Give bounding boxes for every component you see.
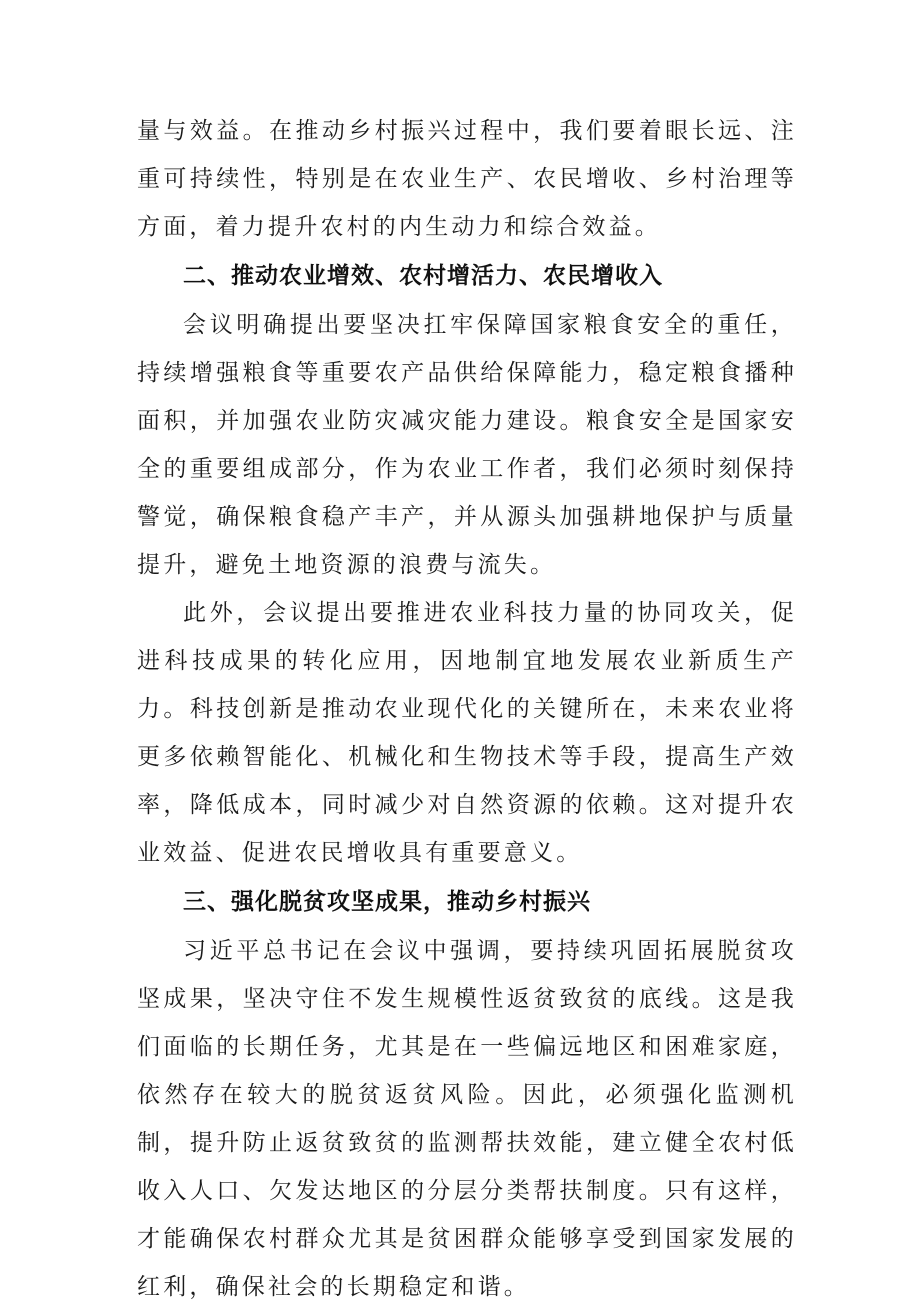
section-2-paragraph-1: 会议明确提出要坚决扛牢保障国家粮食安全的重任，持续增强粮食等重要农产品供给保障能力，稳定粮食播种面积，并加强农业防灾减灾能力建设。粮食安全是国家安全的重要组成部分，作为农业工作者，我们必须时刻保持警觉，确保粮食稳产丰产，并从源头加强耕地保护与质量提升，避免土地资源的浪费与流失。	[137, 312, 797, 578]
section-heading-2: 二、推动农业增效、农村增活力、农民增收入	[183, 263, 663, 289]
paragraph-continuation: 量与效益。在推动乡村振兴过程中，我们要着眼长远、注重可持续性，特别是在农业生产、农民增收、乡村治理等方面，着力提升农村的内生动力和综合效益。	[137, 118, 797, 240]
document-page	[137, 107, 797, 1311]
section-3-paragraph-1: 习近平总书记在会议中强调，要持续巩固拓展脱贫攻坚成果，坚决守住不发生规模性返贫致贫的底线。这是我们面临的长期任务，尤其是在一些偏远地区和困难家庭，依然存在较大的脱贫返贫风险。因此，必须强化监测机制，提升防止返贫致贫的监测帮扶效能，建立健全农村低收入人口、欠发达地区的分层分类帮扶制度。只有这样，才能确保农村群众尤其是贫困群众能够享受到国家发展的红利，确保社会的长期稳定和谐。	[137, 938, 797, 1300]
section-2-paragraph-2: 此外，会议提出要推进农业科技力量的协同攻关，促进科技成果的转化应用，因地制宜地发展农业新质生产力。科技创新是推动农业现代化的关键所在，未来农业将更多依赖智能化、机械化和生物技术等手段，提高生产效率，降低成本，同时减少对自然资源的依赖。这对提升农业效益、促进农民增收具有重要意义。	[137, 600, 797, 866]
section-heading-3: 三、强化脱贫攻坚成果，推动乡村振兴	[183, 889, 591, 915]
